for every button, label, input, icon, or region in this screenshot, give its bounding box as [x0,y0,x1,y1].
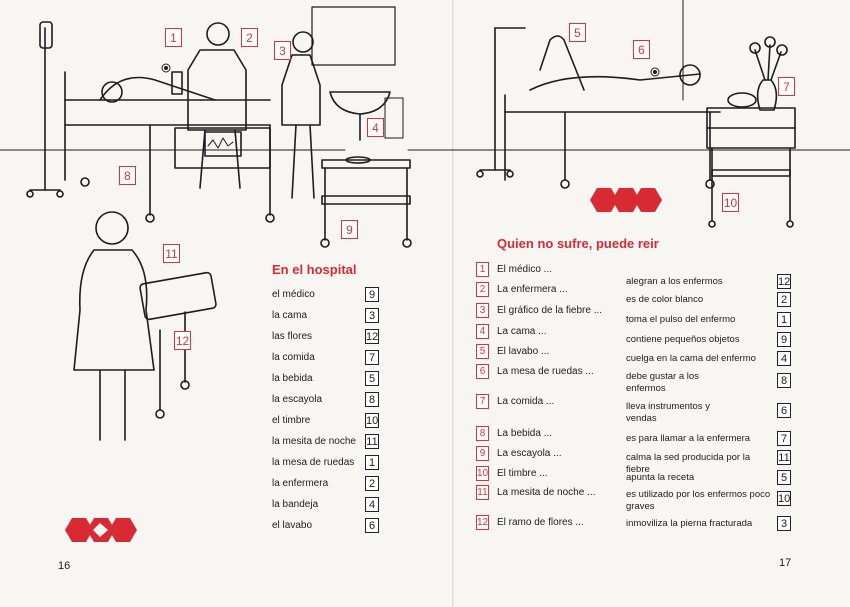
vocab-term: la escayola [272,394,323,405]
answer-box: 9 [777,332,791,347]
sentence-ending: lleva instrumentos y vendas [626,401,710,424]
callout-badge: 7 [778,77,795,96]
answer-box: 5 [365,371,379,386]
vocab-item [272,350,384,371]
page-title-right: Quien no sufre, puede reir [497,236,659,251]
vocab-term: el timbre [272,415,311,426]
sentence-ending: alegran a los enfermos [626,276,723,287]
answer-box: 12 [778,276,791,288]
callout-badge: 6 [633,40,650,59]
sentence-ending: cuelga en la cama del enfermo [626,353,756,364]
sentence-start: El gráfico de la fiebre ... [497,305,603,316]
answer-box: 7 [365,350,379,365]
answer-box: 3 [365,308,379,323]
vocab-term: la comida [272,352,315,363]
answer-box: 4 [365,497,379,512]
callout-badge: 10 [722,193,739,212]
sentence-start: El timbre ... [497,468,548,479]
page-number-left: 16 [58,560,71,572]
callout-badge: 12 [174,331,191,350]
answer-box: 12 [366,331,379,343]
vocab-term: el médico [272,289,315,300]
vocab-item [272,518,384,539]
vocab-term: la enfermera [272,478,329,489]
vocab-item [272,476,384,497]
vocab-item [272,455,384,476]
sentence-ending: debe gustar a los enfermos [626,371,699,394]
item-number: 10 [477,468,489,479]
answer-box: 8 [365,392,379,407]
answer-box: 6 [777,403,791,418]
item-number: 1 [476,262,489,277]
vocab-item [272,308,384,329]
vocab-term: la mesa de ruedas [272,457,355,468]
hex-decoration-right [590,188,662,212]
sentence-starts [476,262,616,542]
callout-badge: 9 [341,220,358,239]
sentence-start: La escayola ... [497,448,562,459]
page-title-left: En el hospital [272,262,357,277]
callout-badge: 4 [367,118,384,137]
vocab-item [272,413,384,434]
answer-box: 3 [777,516,791,531]
sentence-ending: inmoviliza la pierna fracturada [626,518,753,529]
item-number: 12 [477,517,489,528]
item-number: 7 [476,394,489,409]
vocab-item [272,371,384,392]
vocab-term: la bebida [272,373,313,384]
hex-decoration-left [65,518,137,542]
sentence-start: La cama ... [497,326,547,337]
answer-box: 2 [777,292,791,307]
answer-box: 9 [365,287,379,302]
answer-box: 8 [777,373,791,388]
item-number: 6 [476,364,489,379]
item-number: 11 [477,487,488,498]
callout-badge: 3 [274,41,291,60]
item-number: 5 [476,344,489,359]
item-number: 8 [476,426,489,441]
vocab-term: la bandeja [272,499,319,510]
sentence-ending: apunta la receta [626,472,695,483]
answer-box: 1 [777,312,791,327]
answer-box: 2 [365,476,379,491]
sentence-endings [626,262,796,542]
vocab-item [272,329,384,350]
answer-box: 7 [777,431,791,446]
sentence-start: El ramo de flores ... [497,517,584,528]
answer-box: 11 [778,452,790,464]
sentence-ending: es utilizado por los enfermos poco graves [626,489,771,512]
vocab-item [272,497,384,518]
sentence-start: La mesita de noche ... [497,487,596,498]
answer-box: 1 [365,455,379,470]
sentence-ending: toma el pulso del enfermo [626,314,736,325]
item-number: 2 [476,282,489,297]
vocab-item [272,287,384,308]
sentence-start: El médico ... [497,264,553,275]
vocab-term: el lavabo [272,520,313,531]
answer-box: 6 [365,518,379,533]
answer-box: 5 [777,470,791,485]
sentence-start: El lavabo ... [497,346,550,357]
vocab-item [272,434,384,455]
vocab-term: la cama [272,310,308,321]
callout-badge: 5 [569,23,586,42]
sentence-ending: calma la sed producida por la fiebre [626,452,751,475]
item-number: 4 [476,324,489,339]
callout-badge: 8 [119,166,136,185]
sentence-start: La bebida ... [497,428,553,439]
answer-box: 4 [777,351,791,366]
page-number-right: 17 [779,557,792,569]
sentence-start: La mesa de ruedas ... [497,366,594,377]
sentence-ending: es de color blanco [626,294,704,305]
callout-badge: 11 [163,244,180,263]
item-number: 9 [476,446,489,461]
callout-badge: 2 [241,28,258,47]
sentence-start: La comida ... [497,396,555,407]
callout-badge: 1 [165,28,182,47]
answer-box: 11 [366,436,378,448]
vocab-term: las flores [272,331,313,342]
answer-box: 10 [366,415,379,427]
sentence-ending: es para llamar a la enfermera [626,433,751,444]
vocab-term: la mesita de noche [272,436,356,447]
answer-box: 10 [778,493,791,505]
sentence-ending: contiene pequeños objetos [626,334,740,345]
sentence-start: La enfermera ... [497,284,568,295]
item-number: 3 [476,303,489,318]
vocab-item [272,392,384,413]
